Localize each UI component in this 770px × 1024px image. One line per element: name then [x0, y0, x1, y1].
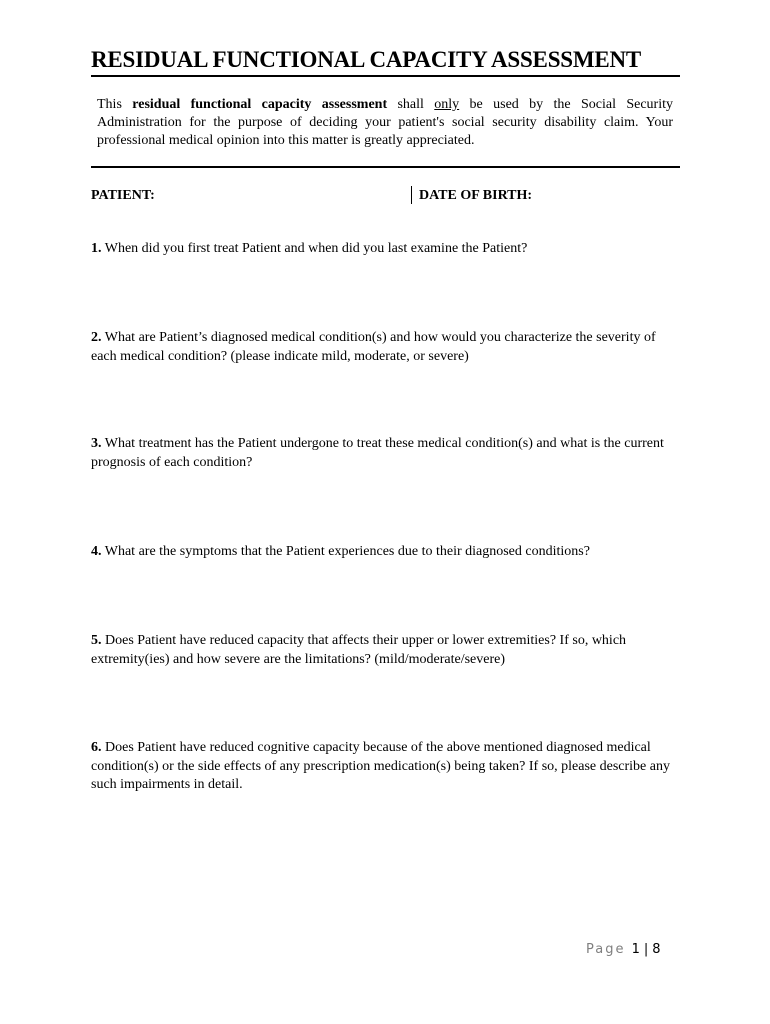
question-text: What are the symptoms that the Patient experiences due to their diagnosed conditions? — [101, 544, 590, 559]
total-pages: 8 — [652, 942, 661, 957]
intro-text-3: be used by the Social Security Administration for the purpose of deciding your patient's social security disability claim. Your professional medical opinion into this matter is greatly appreciated. — [97, 97, 673, 148]
question-3 — [91, 435, 681, 472]
title-underline-rule — [91, 75, 680, 77]
question-4 — [91, 543, 681, 562]
page-separator: | — [643, 942, 649, 957]
intro-underlined-word: only — [434, 97, 460, 112]
patient-label: PATIENT: — [91, 188, 155, 203]
question-6 — [91, 739, 681, 795]
question-number: 3. — [91, 436, 102, 451]
question-1 — [91, 240, 681, 259]
question-text: What treatment has the Patient undergone to treat these medical condition(s) and what is the current prognosis of each condition? — [91, 436, 664, 470]
question-number: 2. — [91, 330, 102, 345]
page-title: RESIDUAL FUNCTIONAL CAPACITY ASSESSMENT — [91, 47, 642, 72]
question-text: When did you first treat Patient and when did you last examine the Patient? — [101, 241, 528, 256]
question-number: 1. — [91, 241, 102, 256]
current-page-number: 1 — [631, 942, 640, 957]
question-text: Does Patient have reduced cognitive capacity because of the above mentioned diagnosed medical condition(s) or the side effects of any prescription medication(s) being taken? If so, please describe any such impairments in detail. — [91, 740, 670, 792]
intro-text-2: shall — [387, 97, 435, 112]
intro-paragraph — [97, 96, 673, 150]
question-number: 6. — [91, 740, 102, 755]
page-footer — [586, 942, 661, 957]
section-divider — [91, 166, 680, 168]
question-5 — [91, 632, 681, 669]
intro-bold-term: residual functional capacity assessment — [132, 97, 388, 112]
question-text: Does Patient have reduced capacity that affects their upper or lower extremities? If so, which extremity(ies) and how severe are the limitations? (mild/moderate/severe) — [91, 633, 627, 667]
question-number: 4. — [91, 544, 102, 559]
field-divider — [411, 186, 412, 204]
question-text: What are Patient’s diagnosed medical condition(s) and how would you characterize the severity of each medical condition? (please indicate mild, moderate, or severe) — [91, 330, 656, 364]
question-number: 5. — [91, 633, 102, 648]
page-word: Page — [586, 942, 626, 957]
question-2 — [91, 329, 681, 366]
date-of-birth-label: DATE OF BIRTH: — [419, 188, 533, 203]
intro-text-1: This — [97, 97, 133, 112]
